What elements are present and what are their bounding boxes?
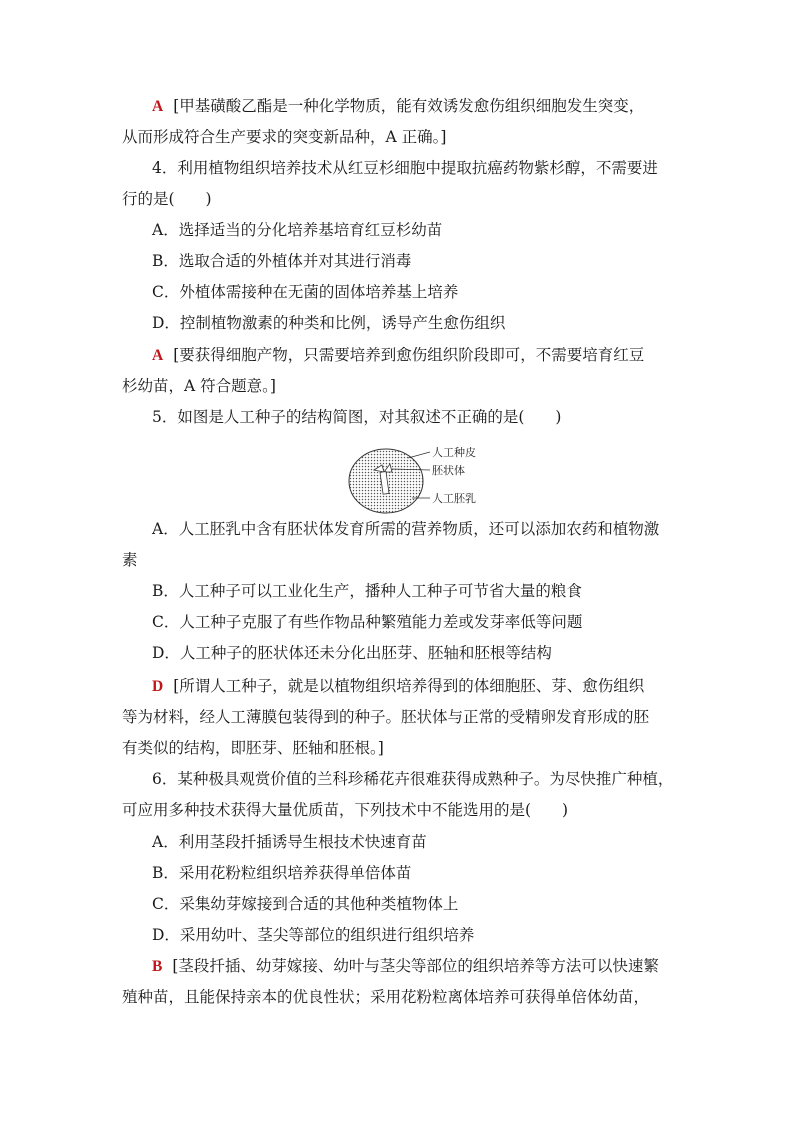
artificial-seed-diagram [346, 444, 486, 518]
q4-stem-line-2: 行的是( ) [122, 190, 212, 208]
q6-option-a: A．利用茎段扦插诱导生根技术快速育苗 [152, 833, 427, 851]
q4-explanation-line-2: 杉幼苗，A 符合题意。] [122, 377, 276, 395]
q6-option-b: B．采用花粉粒组织培养获得单倍体苗 [152, 864, 412, 882]
q5-explanation-line-3: 有类似的结构，即胚芽、胚轴和胚根。] [122, 739, 384, 757]
q4-answer: A [152, 347, 164, 364]
q4-option-b: B．选取合适的外植体并对其进行消毒 [152, 252, 412, 270]
q6-option-d: D．采用幼叶、茎尖等部位的组织进行组织培养 [152, 926, 475, 944]
q5-option-d: D．人工种子的胚状体还未分化出胚芽、胚轴和胚根等结构 [152, 644, 552, 662]
q6-option-c: C．采集幼芽嫁接到合适的其他种类植物体上 [152, 895, 459, 913]
q5-explanation-line-2: 等为材料，经人工薄膜包装得到的种子。胚状体与正常的受精卵发育形成的胚 [122, 708, 650, 726]
q4-option-a: A．选择适当的分化培养基培育红豆杉幼苗 [152, 221, 443, 239]
q5-answer: D [152, 678, 164, 695]
q5-explanation-line-1: D [所谓人工种子，就是以植物组织培养得到的体细胞胚、芽、愈伤组织 [152, 677, 645, 695]
q6-stem-line-2: 可应用多种技术获得大量优质苗，下列技术中不能选用的是( ) [122, 801, 569, 819]
q3-answer: A [152, 98, 164, 115]
q4-option-d: D．控制植物激素的种类和比例，诱导产生愈伤组织 [152, 314, 506, 332]
label-endosperm: 人工胚乳 [432, 492, 476, 505]
q4-option-c: C．外植体需接种在无菌的固体培养基上培养 [152, 283, 459, 301]
q5-option-a-cont: 素 [122, 551, 138, 569]
q4-stem-line-1: 4．利用植物组织培养技术从红豆杉细胞中提取抗癌药物紫杉醇，不需要进 [152, 159, 658, 177]
q4-explanation-line-1: A [要获得细胞产物，只需要培养到愈伤组织阶段即可，不需要培育红豆 [152, 346, 645, 364]
q6-stem-line-1: 6．某种极具观赏价值的兰科珍稀花卉很难获得成熟种子。为尽快推广种植， [152, 770, 674, 788]
q5-option-a: A．人工胚乳中含有胚状体发育所需的营养物质，还可以添加农药和植物激 [152, 520, 660, 538]
q5-option-b: B．人工种子可以工业化生产，播种人工种子可节省大量的粮食 [152, 582, 582, 600]
q6-explanation-line-1: B [茎段扦插、幼芽嫁接、幼叶与茎尖等部位的组织培养等方法可以快速繁 [152, 957, 659, 975]
q5-stem: 5．如图是人工种子的结构简图，对其叙述不正确的是( ) [152, 408, 562, 426]
q3-explanation-line-2: 从而形成符合生产要求的突变新品种，A 正确。] [122, 128, 447, 146]
q6-answer: B [152, 958, 163, 975]
label-embryoid: 胚状体 [432, 464, 465, 477]
label-seed-coat: 人工种皮 [432, 446, 476, 459]
q5-option-c: C．人工种子克服了有些作物品种繁殖能力差或发芽率低等问题 [152, 613, 583, 631]
q6-explanation-line-2: 殖种苗，且能保持亲本的优良性状；采用花粉粒离体培养可获得单倍体幼苗， [122, 988, 650, 1006]
q3-explanation-line-1: A [甲基磺酸乙酯是一种化学物质，能有效诱发愈伤组织细胞发生突变， [152, 97, 645, 115]
